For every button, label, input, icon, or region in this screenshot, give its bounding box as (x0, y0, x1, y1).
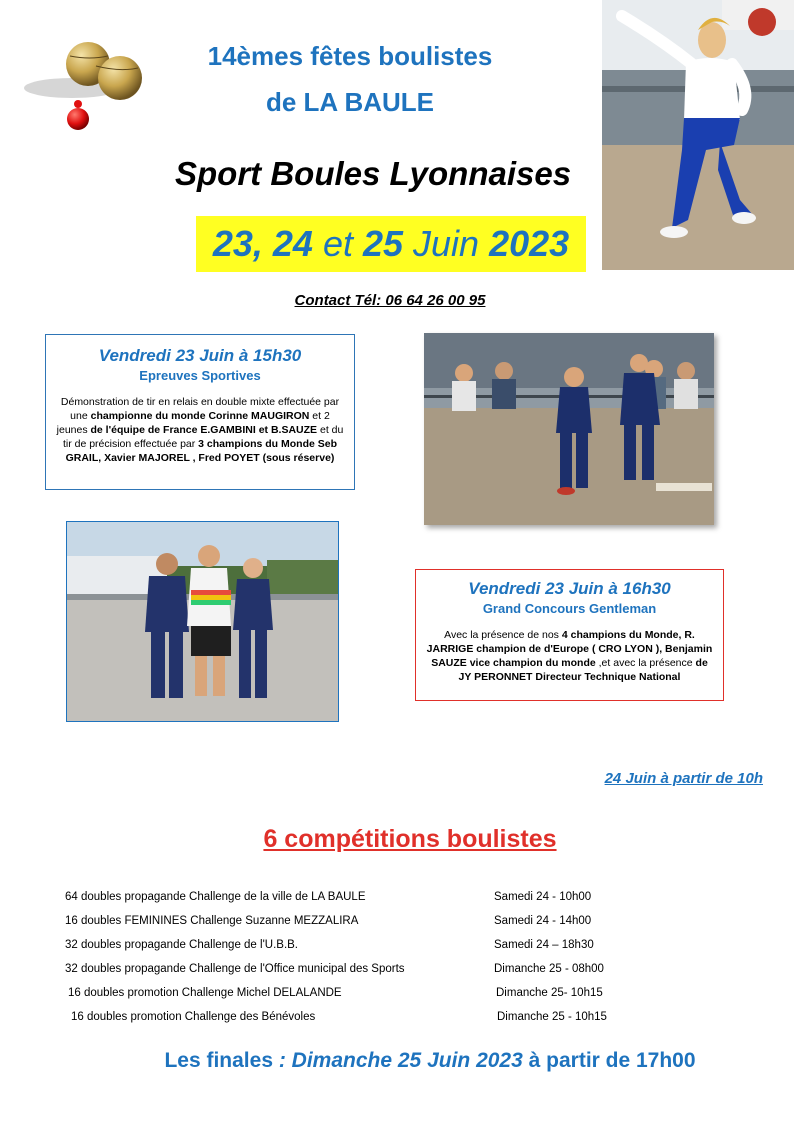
boules-logo (10, 6, 150, 131)
competition-name: 32 doubles propagande Challenge de l'Office municipal des Sports (65, 963, 405, 975)
competition-time: Dimanche 25 - 08h00 (494, 963, 604, 975)
competition-name: 16 doubles FEMININES Challenge Suzanne MEZZALIRA (65, 915, 359, 927)
player-photo (602, 0, 794, 270)
competition-row (0, 891, 794, 913)
event-description: Avec la présence de nos 4 champions du Monde, R. JARRIGE champion de d'Europe ( CRO LYON ), Benjamin SAUZE vice champion du monde ,et avec la présence de JY PERONNET Directeur Technique National (426, 629, 713, 683)
event-heading: Vendredi 23 Juin à 15h30 (98, 346, 302, 365)
competition-time: Samedi 24 – 18h30 (494, 939, 594, 951)
competition-row (0, 915, 794, 937)
competition-time: Samedi 24 - 10h00 (494, 891, 592, 903)
event-box-demonstration (45, 334, 355, 490)
event-location: de LA BAULE (265, 87, 435, 117)
event-description: Démonstration de tir en relais en double mixte effectuée par une championne du monde Corinne MAUGIRON et 2 jeunes de l'équipe de France E.GAMBINI et B.SAUZE et du tir de précision effectuée par 3 champions du Monde Seb GRAIL, Xavier MAJOREL , Fred POYET (sous réserve) (56, 396, 344, 464)
competition-name: 16 doubles promotion Challenge des Bénévoles (71, 1011, 316, 1023)
saturday-start-note: 24 Juin à partir de 10h (604, 770, 763, 787)
team-photo (66, 521, 339, 722)
competitions-title: 6 compétitions boulistes (263, 825, 557, 853)
sport-subtitle: Sport Boules Lyonnaises (175, 155, 572, 192)
event-title: 14èmes fêtes boulistes (207, 41, 493, 71)
competition-time: Samedi 24 - 14h00 (494, 915, 592, 927)
competition-name: 16 doubles promotion Challenge Michel DELALANDE (68, 987, 342, 999)
event-box-gentleman (415, 569, 724, 701)
finals-announcement: Les finales : Dimanche 25 Juin 2023 à partir de 17h00 (164, 1049, 696, 1072)
competition-row (0, 963, 794, 985)
competition-row (0, 939, 794, 961)
competition-name: 64 doubles propagande Challenge de la ville de LA BAULE (65, 891, 366, 903)
date-banner (196, 216, 586, 272)
match-photo (424, 333, 714, 525)
event-dates: 23, 24 et 25 Juin 2023 (212, 223, 570, 264)
event-subheading: Epreuves Sportives (139, 368, 261, 383)
competition-name: 32 doubles propagande Challenge de l'U.B.B. (65, 939, 299, 951)
event-heading: Vendredi 23 Juin à 16h30 (468, 579, 671, 598)
contact-phone: Contact Tél: 06 64 26 00 95 (294, 292, 486, 309)
competition-row (0, 1011, 794, 1033)
competition-time: Dimanche 25 - 10h15 (497, 1011, 607, 1023)
competition-time: Dimanche 25- 10h15 (496, 987, 603, 999)
competition-row (0, 987, 794, 1009)
event-subheading: Grand Concours Gentleman (482, 601, 657, 616)
